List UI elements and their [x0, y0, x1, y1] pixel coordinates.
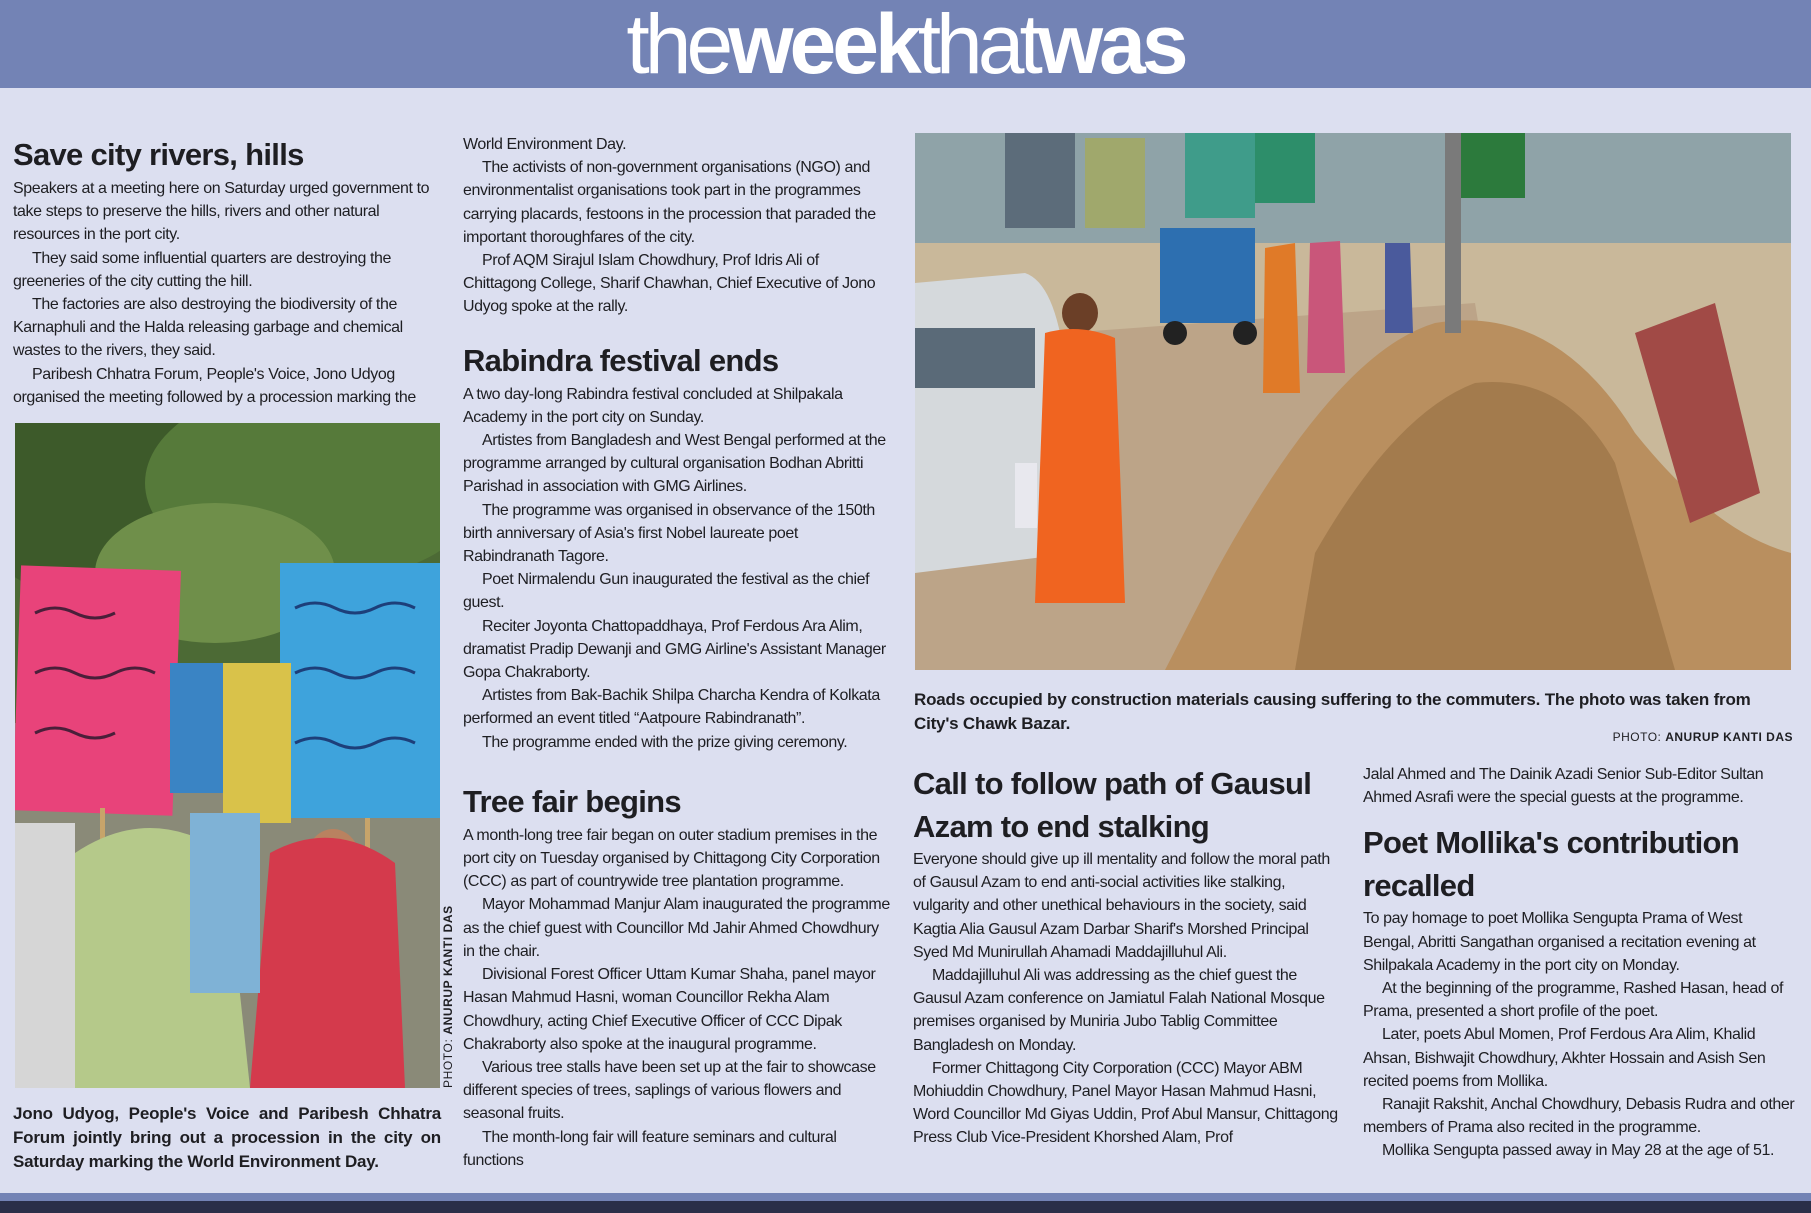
- article-paragraph: Former Chittagong City Corporation (CCC) Mayor ABM Mohiuddin Chowdhury, Panel Mayor Hasan Mahmud Hasni, Word Councillor Md Giyas Uddin, Prof Abul Mansur, Chittagong Press Club Vice-President Khorshed Alam, Prof: [913, 1059, 1338, 1147]
- article-paragraph: Later, poets Abul Momen, Prof Ferdous Ara Alim, Khalid Ahsan, Bishwajit Chowdhury, Akhter Hossain and Asish Sen recited poems from Mollika.: [1363, 1026, 1766, 1090]
- article-paragraph: Mollika Sengupta passed away in May 28 at the age of 51.: [1382, 1142, 1775, 1160]
- article-paragraph: Prof AQM Sirajul Islam Chowdhury, Prof Idris Ali of Chittagong College, Sharif Chawhan, Chief Executive of Jono Udyog spoke at the rally.: [463, 252, 876, 316]
- article-paragraph: The programme was organised in observance of the 150th birth anniversary of Asia's first Nobel laureate poet Rabindranath Tagore.: [463, 501, 875, 566]
- article-paragraph: At the beginning of the programme, Rashed Hasan, head of Prama, presented a short profile of the poet.: [1363, 980, 1783, 1021]
- article-paragraph: Artistes from Bangladesh and West Bengal performed at the programme arranged by cultural organisation Bodhan Abritti Parishad in association with GMG Airlines.: [463, 432, 886, 496]
- footer-band: [0, 1193, 1811, 1213]
- article-paragraph: The month-long fair will feature seminars and cultural functions: [463, 1128, 837, 1169]
- article-paragraph: Jalal Ahmed and The Dainik Azadi Senior Sub-Editor Sultan Ahmed Asrafi were the special guests at the programme.: [1363, 766, 1764, 807]
- article-paragraph: Everyone should give up ill mentality and follow the moral path of Gausul Azam to end anti-social activities like stalking, vulgarity and other unethical behaviours in the society, said Kagtia Alia Gausul Azam Darbar Sharif's Morshed Principal Syed Md Munirullah Ahamadi Maddajilluhul Ali.: [913, 851, 1330, 961]
- procession-photo-caption: Jono Udyog, People's Voice and Paribesh Chhatra Forum jointly bring out a procession in the city on Saturday marking the World Environment Day.: [13, 1104, 441, 1171]
- article-paragraph: Speakers at a meeting here on Saturday urged government to take steps to preserve the hills, rivers and other natural resources in the port city.: [13, 180, 430, 244]
- article-paragraph: The programme ended with the prize giving ceremony.: [482, 733, 848, 751]
- article-paragraph: They said some influential quarters are destroying the greeneries of the city cutting the hill.: [13, 249, 392, 290]
- article-paragraph: A two day-long Rabindra festival concluded at Shilpakala Academy in the port city on Sunday.: [463, 385, 843, 426]
- masthead-the: the: [626, 0, 729, 91]
- headline-save-rivers: Save city rivers, hills: [13, 137, 304, 172]
- headline-poet-mollika: Poet Mollika's contribution recalled: [1363, 825, 1739, 904]
- article-paragraph: The factories are also destroying the biodiversity of the Karnaphuli and the Halda releasing garbage and chemical wastes to the rivers, they said.: [13, 296, 403, 360]
- procession-photo-illustration: [15, 423, 440, 1088]
- masthead-banner: [0, 0, 1811, 91]
- article-paragraph: World Environment Day.: [463, 136, 627, 153]
- article-save-rivers-col1: [13, 135, 443, 409]
- article-paragraph: Artistes from Bak-Bachik Shilpa Charcha Kendra of Kolkata performed an event titled “Aatpoure Rabindranath”.: [463, 687, 880, 728]
- credit-name: ANURUP KANTI DAS: [441, 905, 455, 1035]
- article-paragraph: Various tree stalls have been set up at the fair to showcase different species of trees, saplings of various flowers and seasonal fruits.: [463, 1058, 876, 1123]
- headline-gausul-azam: Call to follow path of Gausul Azam to end stalking: [913, 766, 1312, 844]
- credit-name: ANURUP KANTI DAS: [1665, 730, 1793, 744]
- headline-tree-fair: Tree fair begins: [463, 783, 681, 819]
- headline-rabindra-festival: Rabindra festival ends: [463, 342, 779, 378]
- article-paragraph: Poet Nirmalendu Gun inaugurated the festival as the chief guest.: [463, 571, 870, 612]
- column-2: [463, 133, 893, 1172]
- credit-label: PHOTO:: [441, 1034, 455, 1088]
- chawk-bazar-photo: [915, 133, 1791, 670]
- chawk-bazar-photo-credit: [1500, 730, 1793, 744]
- masthead-that: that: [917, 0, 1038, 91]
- masthead-was: was: [1037, 0, 1185, 91]
- article-paragraph: Ranajit Rakshit, Anchal Chowdhury, Debasis Rudra and other members of Prama also recited in the programme.: [1363, 1096, 1795, 1137]
- column-4: [1363, 763, 1795, 1163]
- article-paragraph: Mayor Mohammad Manjur Alam inaugurated the programme as the chief guest with Councillor Md Jahir Ahmed Chowdhury in the chair.: [463, 896, 890, 960]
- procession-photo-credit: [441, 905, 455, 1088]
- article-paragraph: Paribesh Chhatra Forum, People's Voice, Jono Udyog organised the meeting followed by a procession marking the: [13, 365, 416, 406]
- chawk-bazar-photo-illustration: [915, 133, 1791, 670]
- masthead-week: week: [728, 0, 918, 91]
- article-paragraph: To pay homage to poet Mollika Sengupta Prama of West Bengal, Abritti Sangathan organised a recitation evening at Shilpakala Academy in the port city on Monday.: [1363, 910, 1756, 974]
- article-paragraph: Divisional Forest Officer Uttam Kumar Shaha, panel mayor Hasan Mahmud Hasni, woman Councillor Rekha Alam Chowdhury, acting Chief Executive Officer of CCC Dipak Chakraborty also spoke at the inaugural programme.: [463, 966, 876, 1053]
- column-3: [913, 762, 1341, 1150]
- article-paragraph: Maddajilluhul Ali was addressing as the chief guest the Gausul Azam conference on Jamiatul Falah National Mosque premises organised by Muniria Jubo Tablig Committee Bangladesh on Monday.: [913, 967, 1325, 1054]
- masthead-title: [0, 0, 1811, 91]
- credit-label: PHOTO:: [1612, 730, 1666, 744]
- procession-photo: [15, 423, 440, 1088]
- article-paragraph: Reciter Joyonta Chattopaddhaya, Prof Ferdous Ara Alim, dramatist Pradip Dewanji and GMG Airline's Assistant Manager Gopa Chakraborty.: [463, 617, 886, 682]
- chawk-bazar-photo-caption: Roads occupied by construction materials causing suffering to the commuters. The photo was taken from City's Chawk Bazar.: [914, 690, 1751, 733]
- article-paragraph: A month-long tree fair began on outer stadium premises in the port city on Tuesday organised by Chittagong City Corporation (CCC) as part of countrywide tree plantation programme.: [463, 826, 880, 891]
- article-paragraph: The activists of non-government organisations (NGO) and environmentalist organisations took part in the programmes carrying placards, festoons in the procession that paraded the important thoroughfares of the city.: [463, 159, 876, 246]
